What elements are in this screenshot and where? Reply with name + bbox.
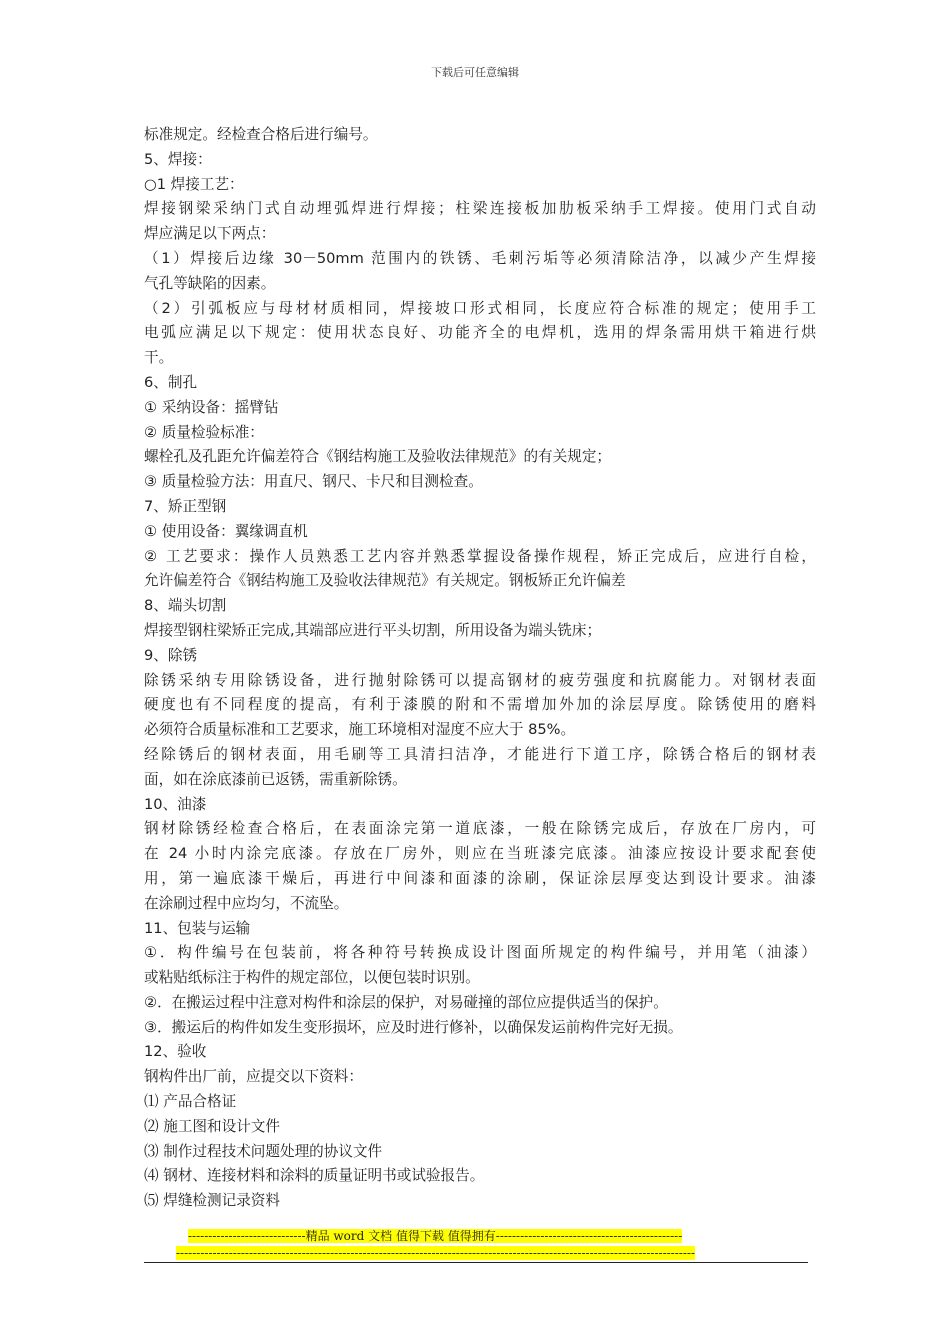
document-line: ○1 焊接工艺：: [144, 175, 244, 193]
document-line: 8、端头切割: [144, 597, 227, 615]
document-line: 在涂刷过程中应均匀，不流坠。: [144, 894, 349, 912]
document-line: 6、制孔: [144, 373, 198, 391]
document-line: 12、验收: [144, 1043, 207, 1061]
document-line: （1）焊接后边缘 30－50mm 范围内的铁锈、毛刺污垢等必须清除洁净，以减少产生焊接: [144, 249, 816, 267]
document-line: 10、油漆: [144, 795, 207, 813]
document-line: 标准规定。经检查合格后进行编号。: [144, 126, 378, 143]
footer-rule: [144, 1262, 808, 1263]
document-line: ③ 质量检验方法：用直尺、钢尺、卡尺和目测检查。: [144, 473, 483, 491]
document-line: 钢构件出厂前，应提交以下资料：: [144, 1068, 363, 1086]
document-line: ①．构件编号在包装前，将各种符号转换成设计图面所规定的构件编号，并用笔（油漆）: [144, 944, 816, 962]
footer-dash-text: --------------------------------------------------------------------------------------------------------------------------------: [176, 1246, 695, 1260]
document-line: 9、除锈: [144, 646, 198, 664]
footer-dash-line: [144, 1245, 808, 1262]
document-line: 经除锈后的钢材表面，用毛刷等工具清扫洁净，才能进行下道工序，除锈合格后的钢材表: [144, 745, 816, 763]
document-line: 焊接钢梁采纳门式自动埋弧焊进行焊接；柱梁连接板加肋板采纳手工焊接。使用门式自动: [144, 200, 816, 218]
document-line: ① 使用设备：翼缘调直机: [144, 522, 308, 540]
document-line: 除锈采纳专用除锈设备，进行抛射除锈可以提高钢材的疲劳强度和抗腐能力。对钢材表面: [144, 671, 816, 689]
document-line: 钢材除锈经检查合格后，在表面涂完第一道底漆，一般在除锈完成后，存放在厂房内，可: [144, 820, 816, 838]
document-line: 干。: [144, 349, 174, 367]
document-line: 焊接型钢柱梁矫正完成,其端部应进行平头切割，所用设备为端头铣床；: [144, 621, 602, 639]
document-line: 气孔等缺陷的因素。: [144, 274, 276, 292]
document-line: ① 采纳设备：摇臂钻: [144, 398, 279, 416]
document-line: 7、矫正型钢: [144, 497, 227, 515]
document-line: 电弧应满足以下规定：使用状态良好、功能齐全的电焊机，选用的焊条需用烘干箱进行烘: [144, 324, 816, 342]
footer-banner-line: [144, 1228, 808, 1245]
document-line: ⑶ 制作过程技术问题处理的协议文件: [144, 1142, 383, 1160]
document-body: [144, 123, 816, 1214]
document-line: 或粘贴纸标注于构件的规定部位，以便包装时识别。: [144, 969, 480, 987]
document-line: 允许偏差符合《钢结构施工及验收法律规范》有关规定。钢板矫正允许偏差: [144, 572, 626, 590]
document-line: 必须符合质量标准和工艺要求，施工环境相对湿度不应大于 85%。: [144, 721, 576, 739]
document-line: ② 工艺要求：操作人员熟悉工艺内容并熟悉掌握设备操作规程，矫正完成后，应进行自检，: [144, 547, 816, 565]
document-line: ③．搬运后的构件如发生变形损坏，应及时进行修补，以确保发运前构件完好无损。: [144, 1018, 683, 1036]
page-header: 下载后可任意编辑: [431, 66, 519, 79]
document-line: 焊应满足以下两点：: [144, 225, 276, 243]
document-line: ⑴ 产品合格证: [144, 1093, 237, 1111]
document-line: 11、包装与运输: [144, 919, 251, 937]
document-line: 硬度也有不同程度的提高，有利于漆膜的附和不需增加外加的涂层厚度。除锈使用的磨料: [144, 696, 816, 714]
document-line: ⑵ 施工图和设计文件: [144, 1117, 280, 1135]
document-line: 用，第一遍底漆干燥后，再进行中间漆和面漆的涂刷，保证涂层厚变达到设计要求。油漆: [144, 869, 816, 887]
document-line: 5、焊接：: [144, 150, 212, 168]
document-line: （2）引弧板应与母材材质相同，焊接坡口形式相同，长度应符合标准的规定；使用手工: [144, 299, 816, 317]
document-line: 在 24 小时内涂完底漆。存放在厂房外，则应在当班漆完底漆。油漆应按设计要求配套使: [144, 845, 816, 863]
page-footer: [144, 1228, 808, 1262]
document-line: ⑷ 钢材、连接材料和涂料的质量证明书或试验报告。: [144, 1167, 485, 1185]
footer-banner-text: -----------------------------精品 word 文档 值得下载 值得拥有----------------------------------------------: [188, 1229, 683, 1243]
document-line: 面，如在涂底漆前已返锈，需重新除锈。: [144, 770, 407, 788]
document-line: ⑸ 焊缝检测记录资料: [144, 1192, 280, 1210]
document-line: ② 质量检验标准：: [144, 423, 264, 441]
document-line: ②．在搬运过程中注意对构件和涂层的保护，对易碰撞的部位应提供适当的保护。: [144, 993, 668, 1011]
document-line: 螺栓孔及孔距允许偏差符合《钢结构施工及验收法律规范》的有关规定；: [144, 448, 612, 466]
